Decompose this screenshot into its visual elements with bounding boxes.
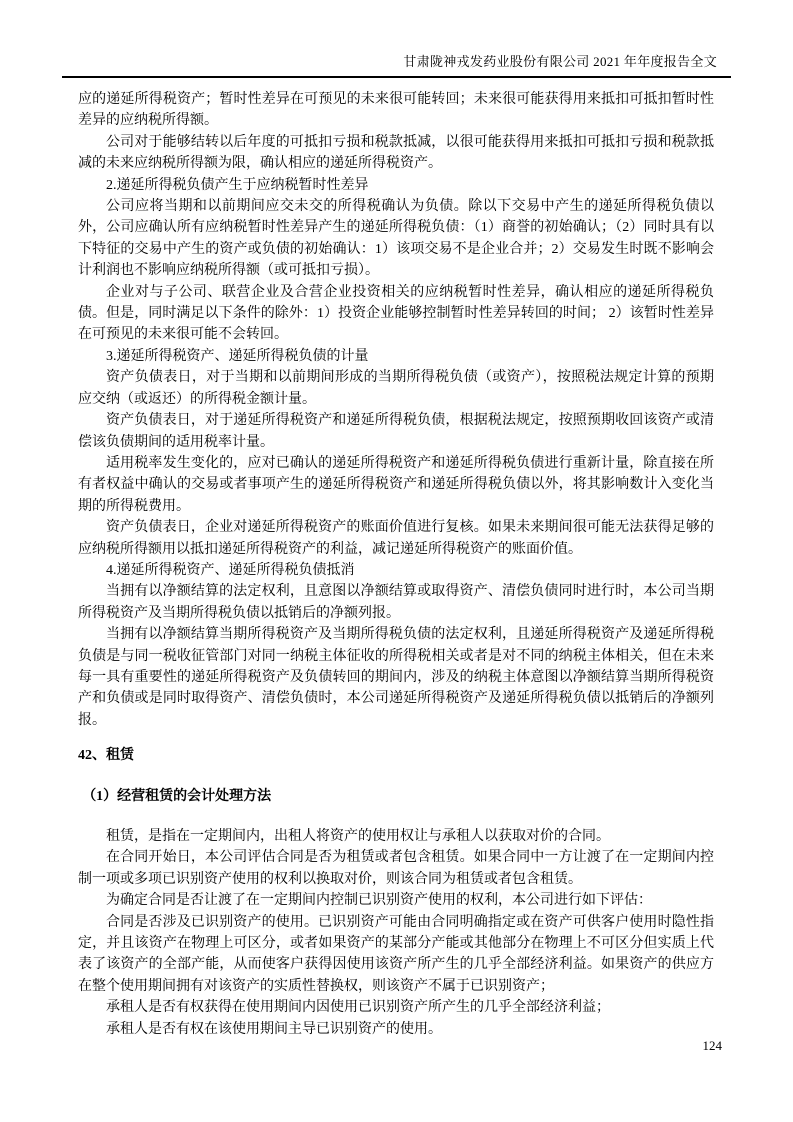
- page-number: 124: [702, 1038, 722, 1053]
- paragraph: 公司应将当期和以前期间应交未交的所得税确认为负债。除以下交易中产生的递延所得税负债以外，公司应确认所有应纳税暂时性差异产生的递延所得税负债：（1）商誉的初始确认；（2）同时具有以下特征的交易中产生的资产或负债的初始确认：1）该项交易不是企业合并；2）交易发生时既不影响会计利润也不影响应纳税所得额（或可抵扣亏损）。: [78, 199, 714, 279]
- paragraph: 2.递延所得税负债产生于应纳税暂时性差异: [106, 177, 369, 193]
- paragraph: 当拥有以净额结算当期所得税资产及当期所得税负债的法定权利，且递延所得税资产及递延所得税负债是与同一税收征管部门对同一纳税主体征收的所得税相关或者是对不同的纳税主体相关，但在未来每一具有重要性的递延所得税资产及负债转回的期间内，涉及的纳税主体意图以净额结算当期所得税资产和负债或是同时取得资产、清偿负债时，本公司递延所得税资产及递延所得税负债以抵销后的净额列报。: [78, 627, 714, 728]
- paragraph: 租赁，是指在一定期间内，出租人将资产的使用权让与承租人以获取对价的合同。: [106, 829, 610, 844]
- report-header-title: 甘肃陇神戎发药业股份有限公司 2021 年年度报告全文: [403, 54, 717, 69]
- paragraph: 承租人是否有权在该使用期间主导已识别资产的使用。: [106, 1021, 442, 1037]
- subsection-heading: （1）经营租赁的会计处理方法: [82, 788, 272, 804]
- paragraph: 公司对于能够结转以后年度的可抵扣亏损和税款抵减，以很可能获得用来抵扣可抵扣亏损和税款抵减的未来应纳税所得额为限，确认相应的递延所得税资产。: [78, 134, 714, 172]
- paragraph: 为确定合同是否让渡了在一定期间内控制已识别资产使用的权利，本公司进行如下评估：: [106, 893, 652, 909]
- paragraph: 资产负债表日，企业对递延所得税资产的账面价值进行复核。如果未来期间很可能无法获得足够的应纳税所得额用以抵扣递延所得税资产的利益，减记递延所得税资产的账面价值。: [78, 520, 714, 557]
- paragraph: 4.递延所得税资产、递延所得税负债抵消: [106, 562, 355, 578]
- paragraph: 适用税率发生变化的，应对已确认的递延所得税资产和递延所得税负债进行重新计量，除直接在所有者权益中确认的交易或者事项产生的递延所得税资产和递延所得税负债以外，将其影响数计入变化当期的所得税费用。: [78, 455, 714, 514]
- paragraph: 承租人是否有权获得在使用期间内因使用已识别资产所产生的几乎全部经济利益；: [106, 1000, 610, 1016]
- header-divider: [62, 76, 731, 78]
- paragraph: 当拥有以净额结算的法定权利，且意图以净额结算或取得资产、清偿负债同时进行时，本公司当期所得税资产及当期所得税负债以抵销后的净额列报。: [78, 584, 714, 621]
- paragraph: 在合同开始日，本公司评估合同是否为租赁或者包含租赁。如果合同中一方让渡了在一定期间内控制一项或多项已识别资产使用的权利以换取对价，则该合同为租赁或者包含租赁。: [78, 850, 714, 887]
- paragraph: 3.递延所得税资产、递延所得税负债的计量: [106, 348, 369, 364]
- paragraph: 合同是否涉及已识别资产的使用。已识别资产可能由合同明确指定或在资产可供客户使用时隐性指定，并且该资产在物理上可区分，或者如果资产的某部分产能或其他部分在物理上不可区分但实质上代表了该资产的全部产能，从而使客户获得因使用该资产所产生的几乎全部经济利益。如果资产的供应方在整个使用期间拥有对该资产的实质性替换权，则该资产不属于已识别资产；: [78, 914, 714, 994]
- paragraph: 应的递延所得税资产；暂时性差异在可预见的未来很可能转回；未来很可能获得用来抵扣可抵扣暂时性差异的应纳税所得额。: [78, 92, 714, 129]
- paragraph: 企业对与子公司、联营企业及合营企业投资相关的应纳税暂时性差异，确认相应的递延所得税负债。但是，同时满足以下条件的除外：1）投资企业能够控制暂时性差异转回的时间； 2）该暂时性差异在可预见的未来很可能不会转回。: [78, 284, 714, 343]
- document-body: [78, 89, 714, 1040]
- section-heading: 42、租赁: [78, 748, 134, 764]
- paragraph: 资产负债表日，对于递延所得税资产和递延所得税负债，根据税法规定，按照预期收回该资产或清偿该负债期间的适用税率计量。: [78, 413, 714, 450]
- page-header: [62, 0, 731, 78]
- paragraph: 资产负债表日，对于当期和以前期间形成的当期所得税负债（或资产），按照税法规定计算的预期应交纳（或返还）的所得税金额计量。: [78, 370, 714, 407]
